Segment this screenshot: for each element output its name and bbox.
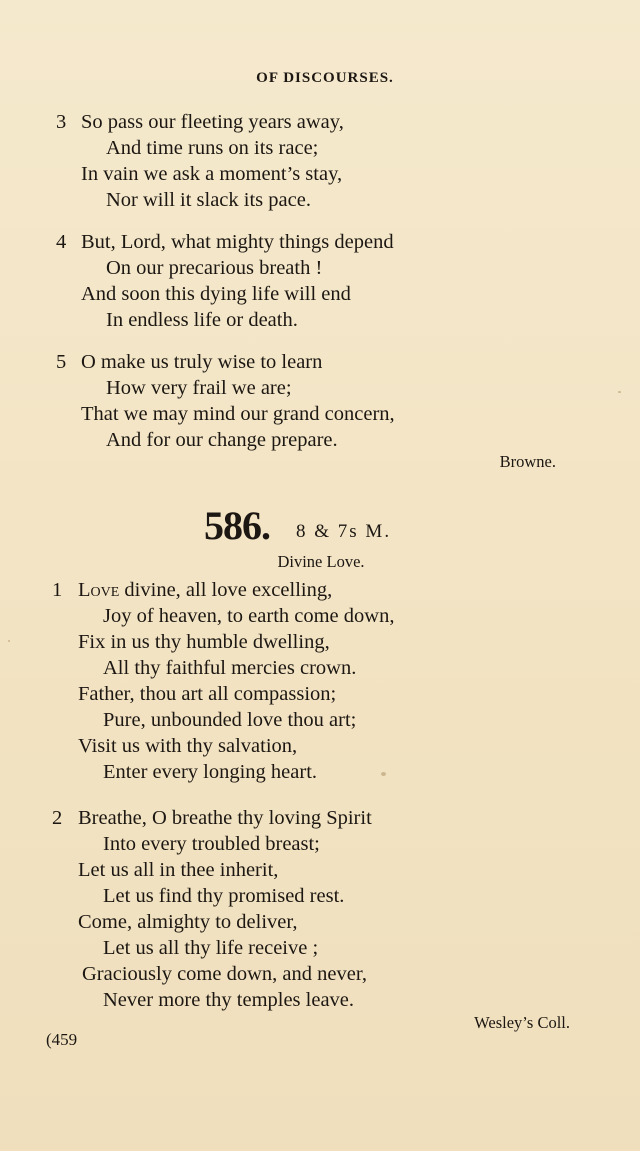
verse-line: Father, thou art all compassion;	[78, 683, 337, 705]
verse-line: Into every troubled breast;	[103, 833, 320, 855]
attribution: Wesley’s Coll.	[474, 1013, 570, 1032]
verse-line: And for our change prepare.	[106, 429, 338, 451]
verse-line: Never more thy temples leave.	[103, 989, 355, 1011]
verse-line: That we may mind our grand concern,	[81, 403, 395, 425]
attribution: Browne.	[499, 452, 556, 471]
verse-line: Breathe, O breathe thy loving Spirit	[78, 807, 372, 829]
hymn-heading: 586.	[204, 503, 270, 548]
verse-line: So pass our fleeting years away,	[81, 111, 344, 133]
verse-line: All thy faithful mercies crown.	[103, 657, 357, 679]
verse-line: Let us find thy promised rest.	[103, 885, 345, 907]
page-number: (459	[46, 1030, 78, 1049]
verse-line	[78, 577, 332, 603]
verse-line: Come, almighty to deliver,	[78, 911, 298, 933]
stanza-number: 5	[56, 351, 67, 373]
hymn-title: Divine Love.	[277, 552, 365, 571]
stanza-number: 1	[52, 579, 63, 601]
verse-line: In endless life or death.	[106, 309, 298, 331]
ink-speck	[618, 391, 621, 393]
verse-line: Let us all in thee inherit,	[78, 859, 279, 881]
running-head: OF DISCOURSES.	[256, 70, 394, 86]
first-word: Love	[78, 579, 120, 601]
verse-line: Joy of heaven, to earth come down,	[103, 605, 395, 627]
hymn-number: 586	[204, 503, 261, 548]
verse-line: And soon this dying life will end	[81, 283, 351, 305]
verse-line: O make us truly wise to learn	[81, 351, 323, 373]
verse-line: And time runs on its race;	[106, 137, 319, 159]
verse-line: In vain we ask a moment’s stay,	[81, 163, 343, 185]
verse-line: But, Lord, what mighty things depend	[81, 231, 394, 253]
ink-speck	[8, 640, 10, 642]
verse-line: Graciously come down, and never,	[82, 963, 367, 985]
verse-line: Fix in us thy humble dwelling,	[78, 631, 330, 653]
verse-line: Enter every longing heart.	[103, 761, 318, 783]
ink-speck	[381, 772, 386, 776]
verse-line: How very frail we are;	[106, 377, 292, 399]
verse-line: Visit us with thy salvation,	[78, 735, 298, 757]
stanza-number: 3	[56, 111, 67, 133]
first-line-rest: divine, all love excelling,	[119, 579, 333, 601]
verse-line: Nor will it slack its pace.	[106, 189, 311, 211]
verse-line: Pure, unbounded love thou art;	[103, 709, 357, 731]
verse-line: On our precarious breath !	[106, 257, 323, 279]
hymn-meter: 8 & 7s M.	[296, 521, 392, 542]
stanza-number: 2	[52, 807, 63, 829]
verse-line: Let us all thy life receive ;	[103, 937, 319, 959]
stanza-number: 4	[56, 231, 67, 253]
